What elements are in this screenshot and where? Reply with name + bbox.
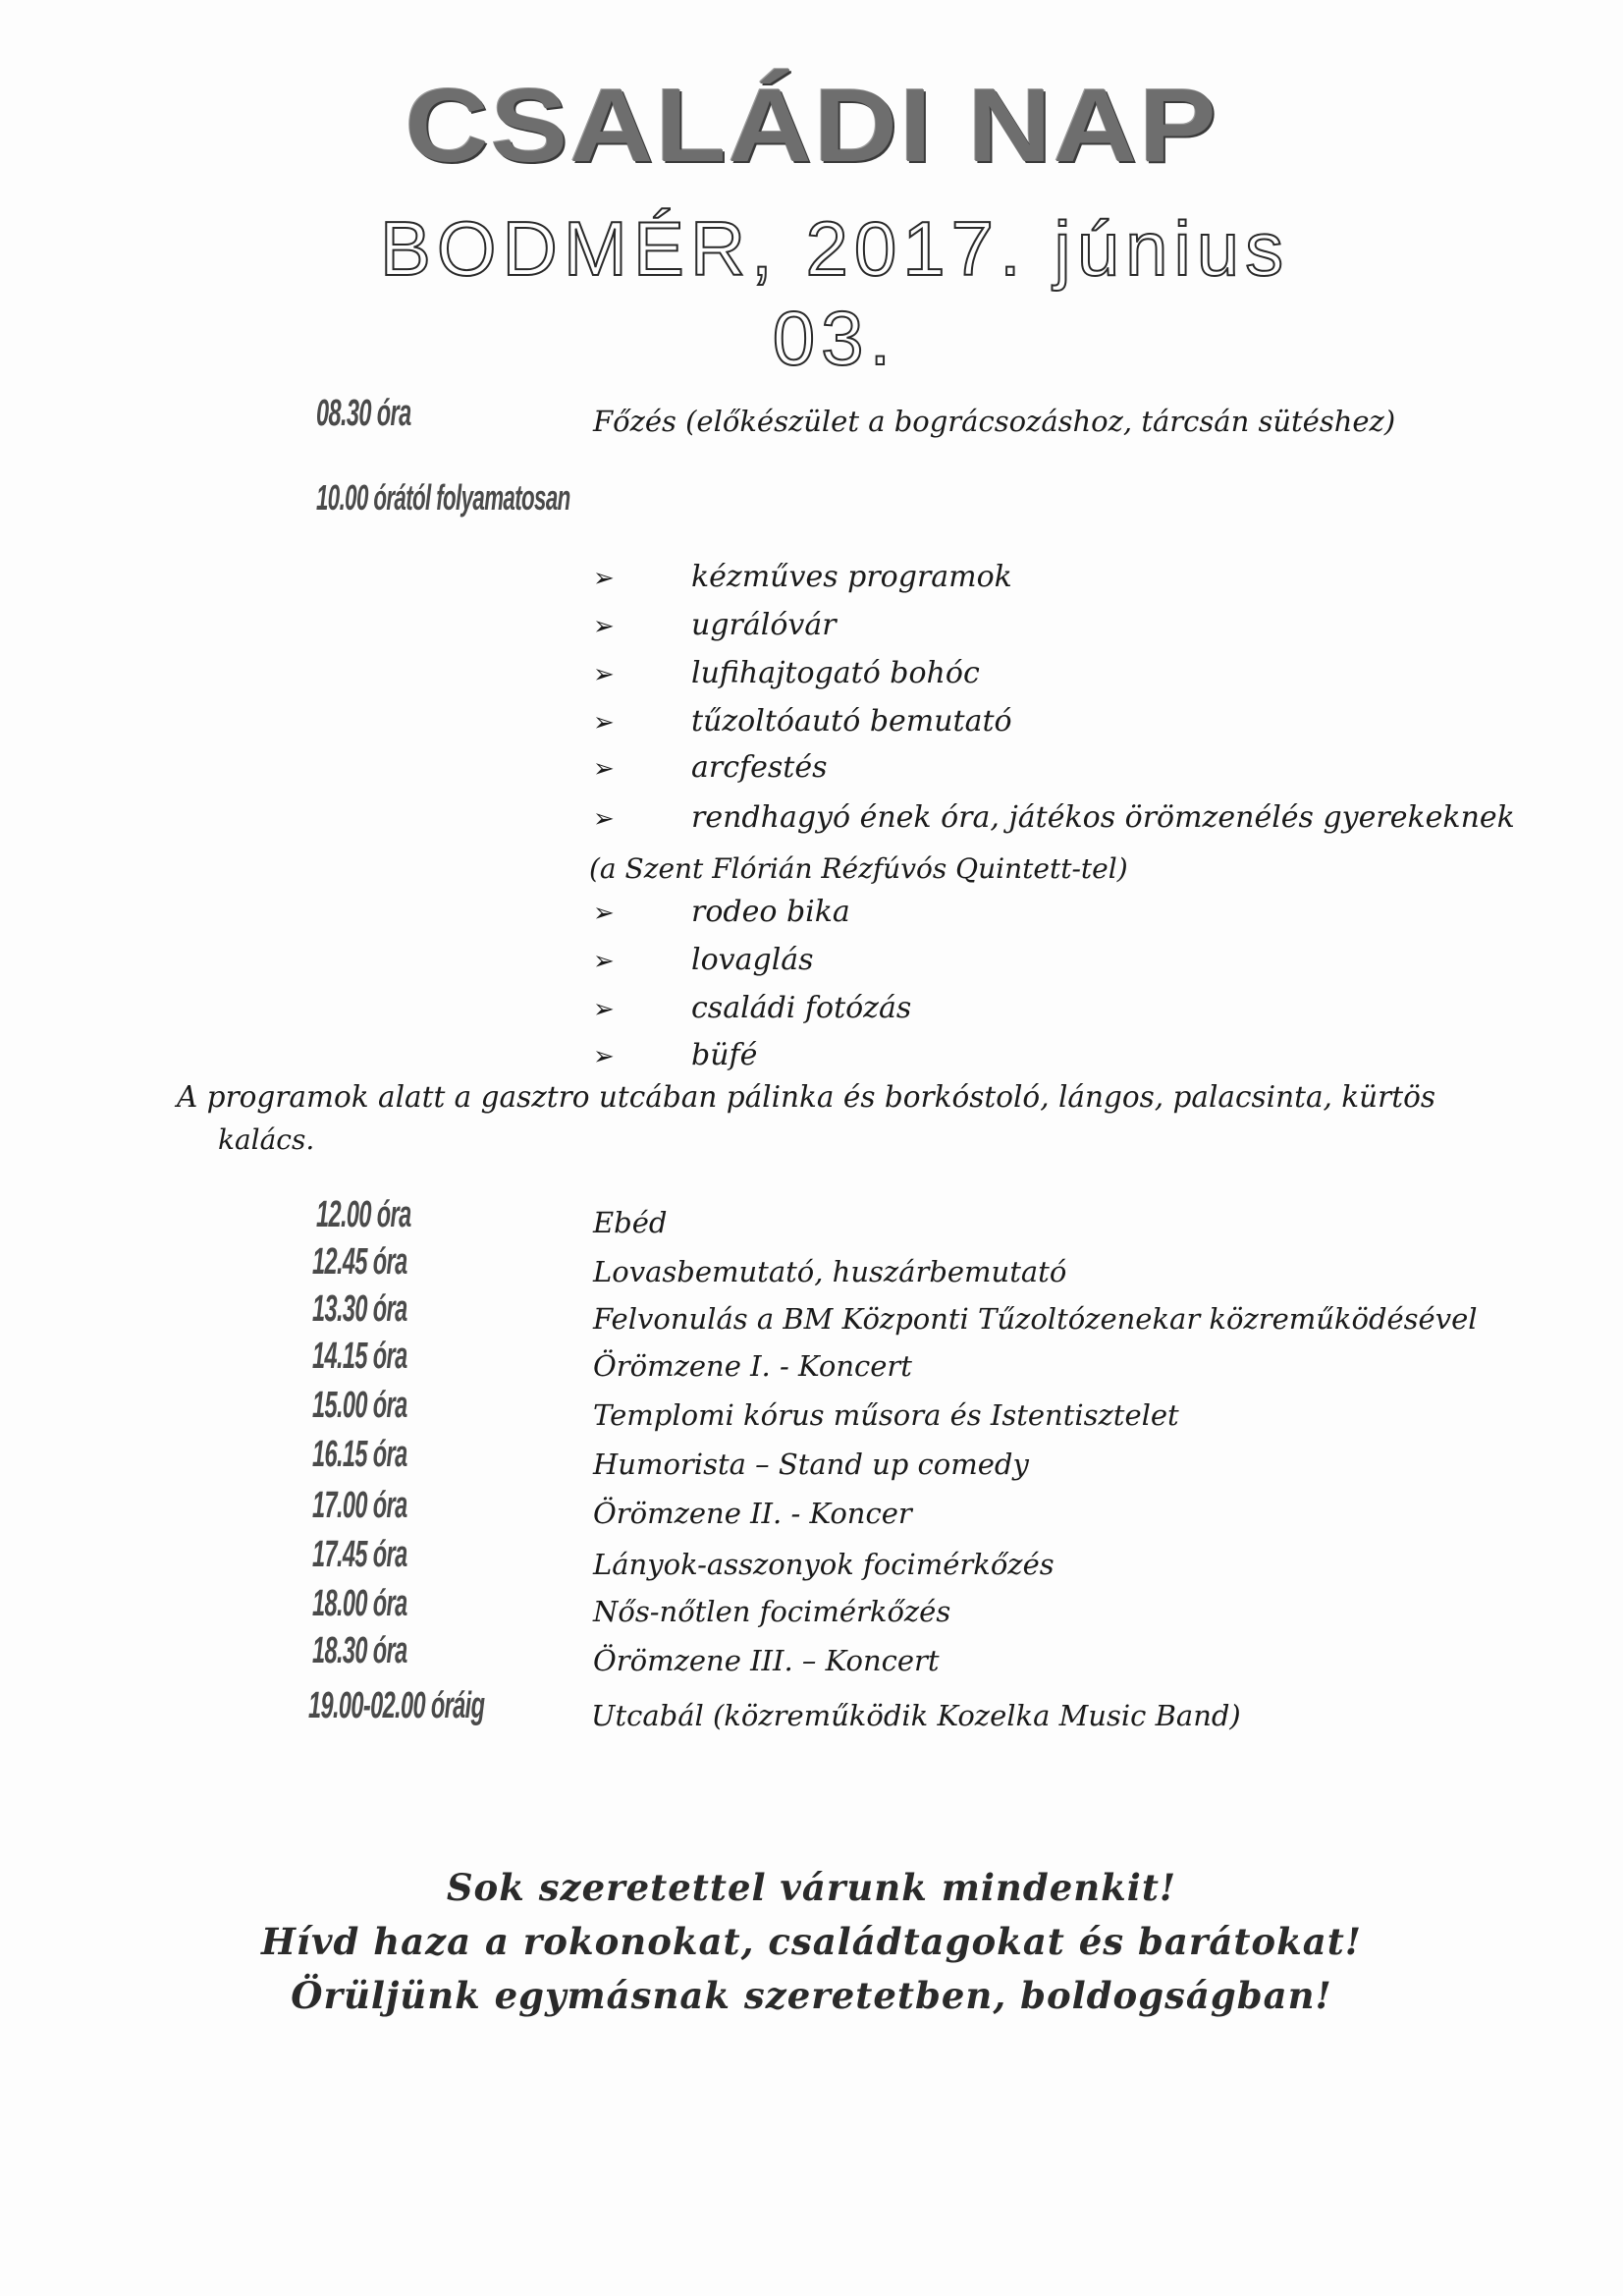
schedule-time: 17.00 óra [312,1485,407,1526]
programs-note: (a Szent Flórián Rézfúvós Quintett-tel) [589,852,1128,885]
arrowhead-bullet-icon: ➢ [593,995,615,1024]
gastro-line-1: A programok alatt a gasztro utcában pálinka és borkóstoló, lángos, palacsinta, kürtös [177,1080,1436,1114]
intro-text-1: Főzés (előkészület a bográcsozáshoz, tárcsán sütéshez) [593,405,1396,438]
schedule-time: 19.00-02.00 óráig [308,1685,485,1726]
flyer-page: CSALÁDI NAP BODMÉR, 2017. június 03. 08.30 óra Főzés (előkészület a bográcsozáshoz, tárcsán sütéshez) 10.00 órától folyamatosan ➢ kézműves programok ➢ ugrálóvár ➢ lufihajtogató bohóc ➢ tűzoltóautó bemutató ➢ arcfestés ➢ rendhagyó ének óra, játékos örömzenélés gyerekeknek (a Szent Flórián Rézfúvós Quintett-tel) ➢ rodeo bika ➢ lovaglás ➢ családi fotózás ➢ büfé A programok alatt a gasztro utcában pálinka és borkóstoló, lángos, palacsinta, kürtös kalács. 12.00 óra Ebéd 12.45 óra Lovasbemutató, huszárbemutató 13.30 óra Felvonulás a BM Központi Tűzoltózenekar közreműködésével 14.15 óra Örömzene I. - Koncert 15.00 óra Templomi kórus műsora és Istentisztelet 16.15 óra Humorista – Stand up comedy 17.00 óra Örömzene II. - Koncer 17.45 óra Lányok-asszonyok focimérkőzés 18.00 óra Nős-nőtlen focimérkőzés 18.30 óra Örömzene III. – Koncert 19.00-02.00 óráig Utcabál (közreműködik Kozelka Music Band) Sok szeretettel várunk mindenkit! Hívd haza a rokonokat, családtagokat és barátokat! Örüljünk egymásnak szeretetben, boldogságban! [0,0,1623,2296]
closing-line-3: Örüljünk egymásnak szeretetben, boldogságban! [291,1974,1332,2017]
intro-time-1: 08.30 óra [316,393,411,434]
schedule-text: Örömzene I. - Koncert [593,1349,912,1383]
intro-time-2: 10.00 órától folyamatosan [316,477,570,518]
arrowhead-bullet-icon: ➢ [593,899,615,928]
schedule-time: 17.45 óra [312,1534,407,1575]
schedule-text: Utcabál (közreműködik Kozelka Music Band) [591,1699,1241,1732]
gastro-line-2: kalács. [218,1123,315,1156]
arrowhead-bullet-icon: ➢ [593,612,615,641]
page-subtitle: BODMÉR, 2017. június 03. [379,205,1290,381]
schedule-text: Örömzene II. - Koncer [593,1497,912,1530]
schedule-text: Örömzene III. – Koncert [593,1644,940,1677]
schedule-text: Ebéd [593,1206,668,1239]
schedule-time: 15.00 óra [312,1385,407,1426]
arrowhead-bullet-icon: ➢ [593,1042,615,1071]
schedule-time: 13.30 óra [312,1288,407,1330]
schedule-time: 12.00 óra [316,1194,411,1235]
arrowhead-bullet-icon: ➢ [593,708,615,738]
arrowhead-bullet-icon: ➢ [593,564,615,593]
arrowhead-bullet-icon: ➢ [593,660,615,689]
closing-line-2: Hívd haza a rokonokat, családtagokat és barátokat! [260,1920,1363,1963]
arrowhead-bullet-icon: ➢ [593,947,615,976]
schedule-time: 18.30 óra [312,1630,407,1671]
closing-line-1: Sok szeretettel várunk mindenkit! [446,1866,1177,1909]
arrowhead-bullet-icon: ➢ [593,804,615,834]
arrowhead-bullet-icon: ➢ [593,754,615,784]
schedule-text: Felvonulás a BM Központi Tűzoltózenekar közreműködésével [593,1302,1478,1336]
schedule-text: Templomi kórus műsora és Istentisztelet [593,1398,1179,1432]
page-title: CSALÁDI NAP [405,67,1218,185]
schedule-text: Humorista – Stand up comedy [593,1448,1029,1481]
schedule-time: 12.45 óra [312,1241,407,1283]
schedule-time: 16.15 óra [312,1434,407,1475]
schedule-text: Lányok-asszonyok focimérkőzés [593,1548,1055,1581]
schedule-text: Lovasbemutató, huszárbemutató [593,1255,1067,1288]
schedule-time: 14.15 óra [312,1336,407,1377]
schedule-time: 18.00 óra [312,1583,407,1624]
schedule-text: Nős-nőtlen focimérkőzés [593,1595,951,1628]
